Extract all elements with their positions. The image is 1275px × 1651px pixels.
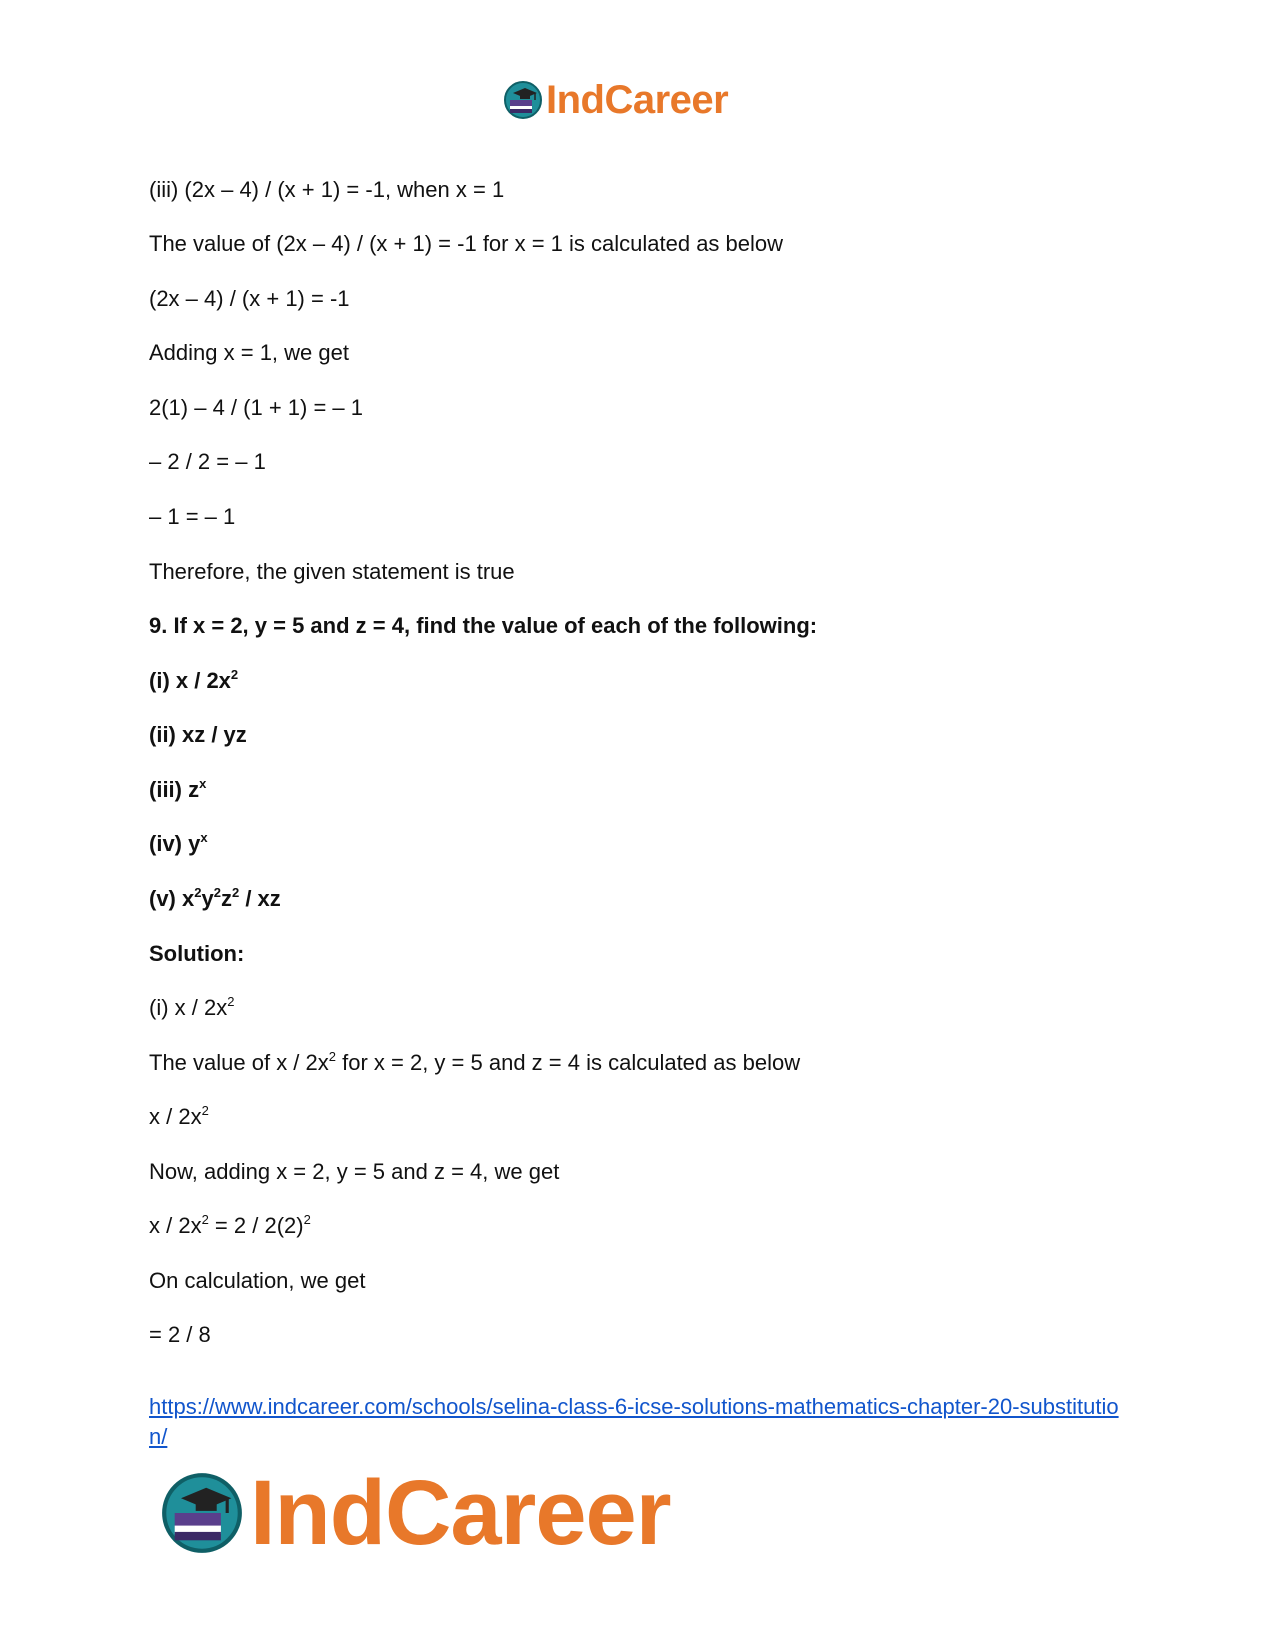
text-line: $x / 2x^2 = 2 / 2(2)^2$: [149, 1212, 311, 1238]
text-line: On calculation, we get: [149, 1268, 366, 1293]
text-line: The value of (2x – 4) / (x + 1) = -1 for x = 1 is calculated as below: [149, 231, 784, 256]
text-line: (iii) (2x – 4) / (x + 1) = -1, when x = 1: [149, 177, 505, 202]
footer-logo: [160, 1462, 671, 1564]
brand-wordmark: IndCareer: [546, 78, 729, 122]
brand-wordmark: IndCareer: [250, 1462, 671, 1564]
question-part: (ii) xz / yz: [149, 722, 247, 747]
question-part: (i) x / $2x^2$: [149, 667, 239, 693]
graduation-cap-book-icon: [503, 80, 543, 120]
question-part: (v) $x^2y^2z^2$ / xz: [149, 885, 281, 911]
text-line: Now, adding x = 2, y = 5 and z = 4, we get: [149, 1159, 560, 1184]
graduation-cap-book-icon: [160, 1471, 244, 1555]
question-part: (iv) $y^x$: [149, 830, 208, 856]
text-line: Adding x = 1, we get: [149, 340, 349, 365]
text-line: (i) x / $2x^2$: [149, 994, 235, 1020]
text-line: x / $2x^2$: [149, 1103, 209, 1129]
header-logo: [503, 80, 728, 120]
source-url-link[interactable]: https://www.indcareer.com/schools/selina-class-6-icse-solutions-mathematics-chapter-20-substitution/: [149, 1394, 1119, 1449]
text-line: – 1 = – 1: [149, 504, 236, 529]
question-heading: 9. If x = 2, y = 5 and z = 4, find the value of each of the following:: [149, 613, 818, 638]
text-line: – 2 / 2 = – 1: [149, 449, 266, 474]
text-line: 2(1) – 4 / (1 + 1) = – 1: [149, 395, 364, 420]
text-line: (2x – 4) / (x + 1) = -1: [149, 286, 350, 311]
text-line: The value of x / $2x^2$ for x = 2, y = 5 and z = 4 is calculated as below: [149, 1049, 801, 1075]
question-part: (iii) $z^x$: [149, 776, 207, 802]
text-line: Therefore, the given statement is true: [149, 559, 515, 584]
solution-heading: Solution:: [149, 941, 245, 966]
text-line: = 2 / 8: [149, 1322, 211, 1347]
